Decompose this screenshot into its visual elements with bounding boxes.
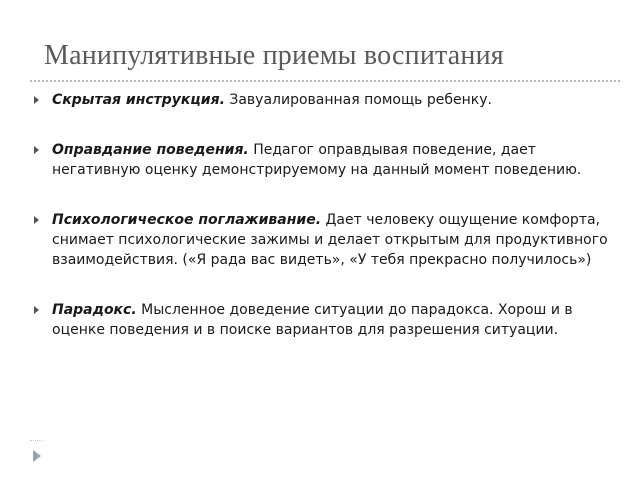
item-text: Завуалированная помощь ребенку. [224,92,492,108]
item-text: Педагог оправдывая поведение, дает негативную оценку демонстрируемому на данный момент поведению. [52,142,582,178]
list-item [28,300,608,340]
bullet-list [28,90,608,340]
triangle-bullet-icon [34,146,39,154]
triangle-bullet-icon [34,306,39,314]
item-text: Дает человеку ощущение комфорта, снимает психологические зажимы и делает открытым для продуктивного взаимодействия. («Я рада вас видеть», «У тебя прекрасно получилось») [52,212,608,268]
list-item [28,210,608,270]
item-text: Мысленное доведение ситуации до парадокса. Хорош и в оценке поведения и в поиске вариантов для разрешения ситуации. [52,302,573,338]
corner-triangle-icon [33,450,41,462]
list-item [28,140,608,180]
item-term: Скрытая инструкция. [52,92,225,108]
item-term: Оправдание поведения. [52,142,249,158]
item-term: Парадокс. [52,302,137,318]
page-title: Манипулятивные приемы воспитания [44,40,504,71]
title-divider [30,80,620,82]
triangle-bullet-icon [34,216,39,224]
list-item [28,90,608,110]
corner-divider [30,440,42,441]
triangle-bullet-icon [34,96,39,104]
item-term: Психологическое поглаживание. [52,212,322,228]
